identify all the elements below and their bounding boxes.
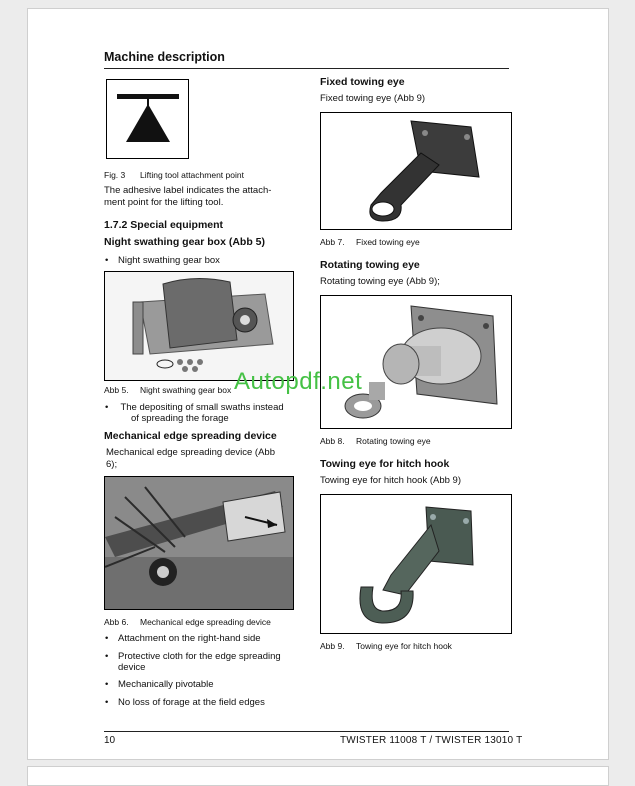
- page-title: Machine description: [104, 50, 225, 64]
- mechanical-edge-heading: Mechanical edge spreading device: [104, 430, 277, 442]
- abb5-caption-text: Night swathing gear box: [140, 385, 232, 395]
- hitch-hook-text: Towing eye for hitch hook (Abb 9): [320, 475, 461, 486]
- mechanical-edge-text-line: 6);: [106, 459, 118, 470]
- fixed-towing-eye-heading: Fixed towing eye: [320, 76, 405, 88]
- night-swathing-gearbox-figure: [104, 271, 294, 381]
- abb9-caption-number: Abb 9.: [320, 641, 345, 651]
- abb7-caption-text: Fixed towing eye: [356, 237, 420, 247]
- fig3-description-line: ment point for the lifting tool.: [104, 197, 224, 208]
- fig3-caption: [104, 170, 244, 180]
- night-swathing-bullet: • Night swathing gear box: [105, 255, 220, 266]
- fixed-towing-eye-text: Fixed towing eye (Abb 9): [320, 93, 426, 104]
- page-number: 10: [104, 735, 116, 746]
- fig3-description-line: The adhesive label indicates the attach‑: [104, 185, 272, 196]
- feature-bullet: • Attachment on the right-hand side: [105, 633, 261, 644]
- abb6-caption-number: Abb 6.: [104, 617, 129, 627]
- abb9-caption: [320, 641, 452, 651]
- fixed-towing-eye-figure: [320, 112, 512, 230]
- header-rule: [104, 68, 509, 69]
- hitch-hook-figure: [320, 494, 512, 634]
- rotating-towing-eye-figure: [320, 295, 512, 429]
- abb6-caption-text: Mechanical edge spreading device: [140, 617, 271, 627]
- rotating-towing-eye-heading: Rotating towing eye: [320, 259, 420, 271]
- night-swathing-heading: Night swathing gear box (Abb 5): [104, 236, 266, 248]
- abb5-bullet-line: The depositing of small swaths instead: [120, 402, 284, 413]
- lifting-point-sign-icon: [106, 79, 189, 159]
- abb5-bullet: [105, 402, 308, 424]
- mechanical-edge-text: [106, 447, 275, 471]
- abb7-caption-number: Abb 7.: [320, 237, 345, 247]
- next-page-edge: [27, 766, 609, 786]
- abb8-caption-number: Abb 8.: [320, 436, 345, 446]
- abb8-caption-text: Rotating towing eye: [356, 436, 431, 446]
- fig3-description: [104, 185, 271, 209]
- abb7-caption: [320, 237, 420, 247]
- footer-rule: [104, 731, 509, 732]
- feature-bullet: • Protective cloth for the edge spreading: [105, 651, 281, 662]
- abb5-caption: [104, 385, 231, 395]
- footer-model: TWISTER 11008 T / TWISTER 13010 T: [340, 735, 523, 746]
- hitch-hook-heading: Towing eye for hitch hook: [320, 458, 450, 470]
- abb5-bullet-line: of spreading the forage: [131, 413, 229, 424]
- section-heading: 1.7.2 Special equipment: [104, 219, 224, 231]
- rotating-towing-eye-text: Rotating towing eye (Abb 9);: [320, 276, 440, 287]
- fig3-caption-number: Fig. 3: [104, 170, 126, 180]
- mechanical-edge-text-line: Mechanical edge spreading device (Abb: [106, 447, 275, 458]
- abb5-caption-number: Abb 5.: [104, 385, 129, 395]
- edge-spreading-device-figure: [104, 476, 294, 610]
- abb8-caption: [320, 436, 431, 446]
- feature-bullet: • No loss of forage at the field edges: [105, 697, 265, 708]
- abb6-caption: [104, 617, 271, 627]
- feature-bullet-continuation: device: [118, 662, 146, 673]
- watermark: Autopdf.net: [234, 368, 363, 395]
- fig3-caption-text: Lifting tool attachment point: [140, 170, 244, 180]
- abb9-caption-text: Towing eye for hitch hook: [356, 641, 452, 651]
- feature-bullet: • Mechanically pivotable: [105, 679, 214, 690]
